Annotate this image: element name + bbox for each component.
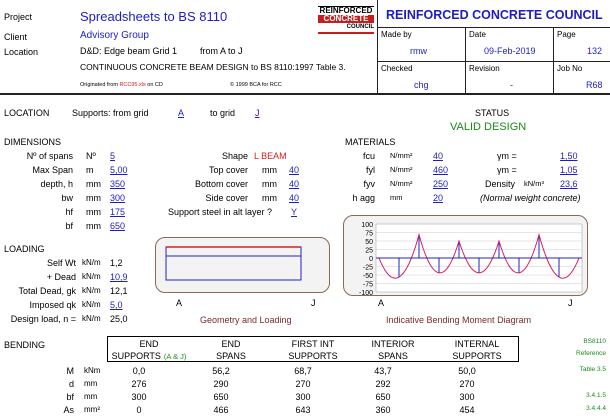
material-unit: N/mm² [390,151,413,160]
loading-unit: kN/m [82,258,101,267]
location-section-title: LOCATION [4,108,50,118]
material-factor-input[interactable]: 1,05 [560,165,578,175]
material-label: h agg [352,193,375,203]
bending-cell: 270 [459,379,475,389]
client-value[interactable]: Advisory Group [80,30,149,41]
dimension-input[interactable]: 300 [110,193,126,203]
to-grid-input[interactable]: J [255,108,260,118]
material-factor-unit: kN/m³ [524,179,544,188]
bending-col-header: END [139,339,159,349]
bending-cell: 292 [375,379,391,389]
dimension-input[interactable]: 650 [110,221,126,231]
bending-cell: 360 [375,405,391,415]
to-grid-label: to grid [210,108,236,118]
material-input[interactable]: 40 [433,151,444,161]
bending-title: BENDING [4,340,46,350]
material-label: fyl [366,165,375,175]
dimension-label: Nº of spans [26,151,73,161]
loading-value[interactable]: 5,0 [110,300,123,310]
bending-ref: Reference [576,350,606,357]
material-label: fcu [362,151,375,161]
side-cover-input[interactable]: 40 [289,193,300,203]
material-input[interactable]: 20 [433,193,444,203]
bending-col-header-sub [436,351,518,361]
location-range: from A to J [200,46,243,56]
bending-col-header: INTERNAL [454,339,500,349]
bmd-tick-label: 75 [365,230,373,238]
bending-cell: 56,2 [212,366,230,376]
originated-note: Originated from RCC95.xls on CD [80,82,163,88]
bending-col-header-text: SUPPORTS [111,351,161,361]
dimension-input[interactable]: 5 [110,151,116,161]
bottom-cover-unit: mm [262,179,277,189]
bmd-tick-label: -75 [362,281,373,289]
loading-label: Self Wt [46,258,76,268]
bending-cell: 643 [295,405,311,415]
dimension-unit: Nº [86,151,96,161]
date-label: Date [469,30,486,39]
material-factor-label: γm = [497,165,517,175]
header-divider [377,0,378,95]
alt-layer-input[interactable]: Y [291,207,298,217]
bending-ref: Table 3.5 [579,366,606,373]
dimensions-title: DIMENSIONS [4,137,62,147]
rcc-logo: REINFORCED CONCRETE COUNCIL [318,6,374,42]
job-value[interactable]: R68 [586,80,603,90]
bending-ref: 3.4.1.5 [586,392,606,399]
bending-col-header-sub [272,351,354,361]
loading-value: 1,2 [110,258,123,268]
bending-col-header: END [221,339,241,349]
bending-col-header-sub [352,351,434,361]
loading-label: Design load, n = [10,314,76,324]
side-cover-unit: mm [262,193,277,203]
status-value: VALID DESIGN [450,121,527,133]
material-unit: N/mm² [390,179,413,188]
bending-row-label: M [66,366,74,376]
dimension-label: bf [65,221,73,231]
loading-label: Imposed qk [29,300,76,310]
bmd-caption: Indicative Bending Moment Diagram [386,315,532,325]
beam-outline [166,247,301,280]
geometry-panel [155,237,330,293]
bending-cell: 300 [131,392,147,402]
bmd-tick-label: 0 [369,256,373,263]
geometry-diagram [156,238,331,294]
top-cover-label: Top cover [208,165,248,175]
material-factor-label: Density [485,179,516,189]
header-divider [377,27,610,28]
bending-row-label: As [63,405,74,415]
bending-col-header: FIRST INT [291,339,335,349]
bending-ref: 3.4.4.4 [586,405,606,412]
alt-layer-label: Support steel in alt layer ? [168,207,273,217]
material-factor-input[interactable]: 1,50 [560,151,578,161]
dimension-label: depth, h [40,179,73,189]
geometry-left-label: A [176,298,183,308]
dimension-unit: mm [86,179,101,189]
loading-unit: kN/m [82,314,101,323]
made-by-value[interactable]: rmw [410,46,427,56]
material-input[interactable]: 460 [433,165,449,175]
materials-title: MATERIALS [345,137,396,147]
dimension-label: bw [61,193,73,203]
header-divider [377,61,610,62]
shape-value[interactable]: L BEAM [254,151,287,161]
bending-cell: 300 [295,392,311,402]
client-label: Client [4,32,28,42]
project-label: Project [4,12,33,22]
bmd-left-label: A [378,298,385,308]
bending-col-header-text: SPANS [378,351,408,361]
bending-ref: BS8110 [583,338,606,345]
bending-cell: 0,0 [132,366,146,376]
geometry-right-label: J [311,298,316,308]
status-label: STATUS [475,108,510,118]
bending-cell: 50,0 [458,366,476,376]
bending-cell: 43,7 [374,366,392,376]
date-value[interactable]: 09-Feb-2019 [484,46,536,56]
bending-cell: 290 [213,379,229,389]
dimension-unit: mm [86,221,101,231]
bending-row-unit: kNm [84,366,101,375]
bending-row-unit: mm [84,379,98,388]
supports-label: Supports: from grid [72,108,149,118]
bending-cell: 276 [131,379,147,389]
dimension-label: hf [65,207,73,217]
header-divider [465,27,466,95]
bmd-tick-label: -25 [362,264,373,272]
concrete-note: (Normal weight concrete) [480,193,581,203]
bmd-panel [343,215,588,296]
bmd-chart [344,216,589,297]
dimension-unit: mm [86,207,101,217]
loading-unit: kN/m [82,286,101,295]
bending-cell: 300 [459,392,475,402]
location-label: Location [4,47,39,57]
bending-cell: 270 [295,379,311,389]
loading-unit: kN/m [82,272,101,281]
geometry-caption: Geometry and Loading [200,315,292,325]
material-factor-input[interactable]: 23,6 [560,179,578,189]
bending-col-header-text: SPANS [216,351,246,361]
bending-cell: 454 [459,405,475,415]
bending-col-header-sub [108,351,190,361]
side-cover-label: Side cover [205,193,248,203]
revision-label: Revision [469,64,500,73]
page-label: Page [557,30,576,39]
top-cover-input[interactable]: 40 [289,165,300,175]
design-line: CONTINUOUS CONCRETE BEAM DESIGN to BS 8110:1997 Table 3. [80,62,346,72]
page-value[interactable]: 132 [587,46,603,56]
bending-cell: 0 [136,405,142,415]
dimension-input[interactable]: 350 [110,179,126,189]
dimension-label: Max Span [32,165,73,175]
bending-row-label: bf [66,392,74,402]
dimension-input[interactable]: 175 [110,207,126,217]
bmd-tick-label: -50 [362,273,373,280]
bending-cell: 650 [375,392,391,402]
revision-value[interactable]: - [510,80,513,90]
checked-label: Checked [381,64,413,73]
bending-cell: 650 [213,392,229,402]
top-cover-unit: mm [262,165,277,175]
dimension-input[interactable]: 5,00 [110,165,128,175]
bending-col-header-sub [190,351,272,361]
bmd-right-label: J [568,298,573,308]
loading-value: 12,1 [110,286,128,296]
bending-cell: 68,7 [294,366,312,376]
copyright: © 1999 BCA for RCC [230,82,282,88]
council-title: REINFORCED CONCRETE COUNCIL [386,8,603,22]
bmd-tick-label: 25 [365,247,373,255]
bending-row-label: d [68,379,74,389]
material-label: fyv [363,179,375,189]
loading-label: + Dead [46,272,76,282]
bending-col-header-note: (A & J) [163,352,187,361]
bottom-cover-input[interactable]: 40 [289,179,300,189]
bending-col-header: INTERIOR [371,339,415,349]
bmd-tick-label: 100 [361,222,373,229]
from-grid-input[interactable]: A [178,108,185,118]
material-factor-label: γm = [497,151,517,161]
dimension-unit: mm [86,193,101,203]
bottom-cover-label: Bottom cover [194,179,248,189]
made-by-label: Made by [381,30,412,39]
loading-label: Total Dead, gk [18,286,76,296]
checked-value[interactable]: chg [414,80,429,90]
loading-value[interactable]: 10,9 [110,272,128,282]
bmd-tick-label: 50 [365,239,373,246]
header-divider [553,27,554,95]
material-unit: N/mm² [390,165,413,174]
bending-row-unit: mm [84,392,98,401]
bending-col-header-text: SUPPORTS [452,351,502,361]
material-unit: mm [390,193,403,202]
loading-unit: kN/m [82,300,101,309]
bmd-tick-label: -100 [358,290,373,297]
project-value[interactable]: Spreadsheets to BS 8110 [80,9,228,24]
location-value[interactable]: D&D: Edge beam Grid 1 [80,46,178,56]
job-label: Job No [557,64,583,73]
loading-value: 25,0 [110,314,128,324]
bending-row-unit: mm² [84,405,100,414]
bending-col-header-text: SUPPORTS [288,351,338,361]
shape-label: Shape [221,151,248,161]
loading-title: LOADING [4,244,45,254]
material-input[interactable]: 250 [433,179,449,189]
dimension-unit: m [86,165,94,175]
bending-cell: 466 [213,405,229,415]
